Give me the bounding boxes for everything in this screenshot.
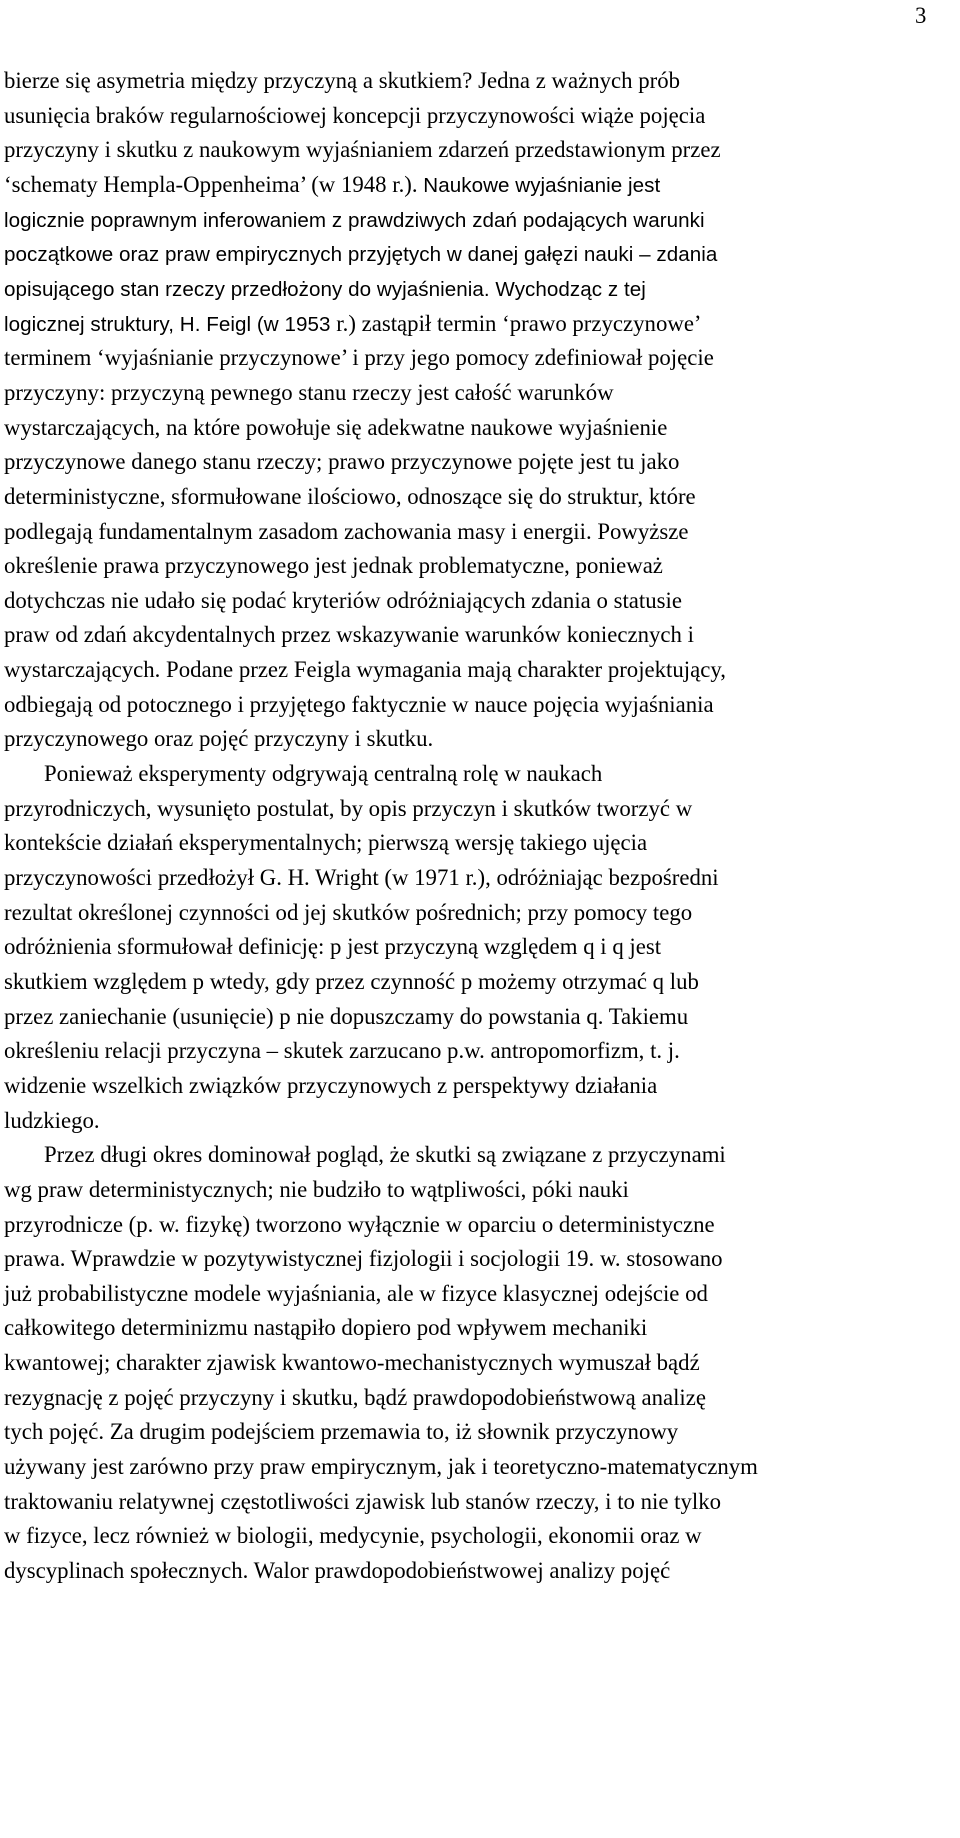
- text-line: [4, 826, 647, 861]
- text-segment: Ponieważ eksperymenty odgrywają centralną rolę w naukach: [44, 761, 603, 786]
- text-segment: dyscyplinach społecznych. Walor prawdopodobieństwowej analizy pojęć: [4, 1558, 671, 1583]
- text-segment: przyczynowe danego stanu rzeczy; prawo przyczynowe pojęte jest tu jako: [4, 449, 680, 475]
- text-line: [4, 64, 680, 99]
- text-line: [4, 1311, 647, 1346]
- text-segment: przyczynowego oraz pojęć przyczyny i skutku.: [4, 726, 434, 752]
- text-segment: przyrodnicze (p. w. fizykę) tworzono wyłącznie w oparciu o deterministyczne: [4, 1211, 715, 1237]
- page-number: 3: [915, 3, 927, 28]
- text-line: [4, 653, 726, 688]
- text-segment: w fizyce, lecz również w biologii, medycynie, psychologii, ekonomii oraz w: [4, 1523, 702, 1549]
- text-segment: logicznej struktury, H. Feigl (w 1953: [4, 312, 337, 336]
- text-line: [4, 896, 692, 931]
- text-line: [44, 1138, 726, 1173]
- text-segment: używany jest zarówno przy praw empirycznym, jak i teoretyczno-matematycznym: [4, 1454, 758, 1479]
- text-line: [4, 203, 705, 239]
- text-segment: określenie prawa przyczynowego jest jednak problematyczne, ponieważ: [4, 553, 663, 579]
- text-line: [4, 930, 661, 965]
- text-segment: przyczyny i skutku z naukowym wyjaśnianiem zdarzeń przedstawionym przez: [4, 137, 721, 163]
- text-line: [4, 237, 717, 273]
- text-line: [4, 549, 663, 584]
- text-line: [4, 722, 433, 757]
- text-segment: przyczynowości przedłożył G. H. Wright (w 1971 r.), odróżniając bezpośredni: [4, 864, 719, 890]
- text-line: [4, 1415, 678, 1450]
- text-segment: już probabilistyczne modele wyjaśniania, ale w fizyce klasycznej odejście od: [4, 1280, 708, 1306]
- text-segment: odróżnienia sformułował definicję: p jest przyczyną względem q i q jest: [4, 934, 662, 960]
- text-segment: odbiegają od potocznego i przyjętego faktycznie w nauce pojęcia wyjaśniania: [4, 691, 714, 717]
- text-line: [4, 445, 679, 480]
- text-line: [4, 1242, 723, 1277]
- text-line: [4, 272, 646, 308]
- text-segment: całkowitego determinizmu nastąpiło dopiero pod wpływem mechaniki: [4, 1315, 648, 1341]
- text-segment: kwantowej; charakter zjawisk kwantowo-mechanistycznych wymuszał bądź: [4, 1350, 700, 1375]
- text-segment: wg praw deterministycznych; nie budziło to wątpliwości, póki nauki: [4, 1176, 629, 1202]
- text-segment: deterministyczne, sformułowane ilościowo, odnoszące się do struktur, które: [4, 483, 696, 509]
- text-line: [4, 1069, 657, 1104]
- text-segment: przez zaniechanie (usunięcie) p nie dopuszczamy do powstania q. Takiemu: [4, 1003, 689, 1029]
- text-segment: terminem ‘wyjaśnianie przyczynowe’ i przy jego pomocy zdefiniował pojęcie: [4, 345, 714, 371]
- text-segment: bierze się asymetria między przyczyną a skutkiem? Jedna z ważnych prób: [4, 68, 681, 93]
- text-segment: opisującego stan rzeczy przedłożony do wyjaśnienia. Wychodząc z tej: [4, 277, 646, 301]
- text-segment: logicznie poprawnym inferowaniem z prawdziwych zdań podających warunki: [4, 208, 705, 232]
- text-line: [4, 688, 714, 723]
- text-segment: podlegają fundamentalnym zasadom zachowania masy i energii. Powyższe: [4, 518, 689, 544]
- text-segment: dotychczas nie udało się podać kryteriów odróżniających zdania o statusie: [4, 587, 682, 613]
- text-segment: ‘schematy Hempla-Oppenheima’ (w 1948 r.).: [4, 171, 424, 197]
- text-line: [4, 480, 696, 515]
- text-line: [4, 515, 689, 550]
- text-line: [44, 757, 602, 792]
- text-segment: wystarczających. Podane przez Feigla wymagania mają charakter projektujący,: [4, 657, 726, 682]
- text-line: [4, 307, 702, 343]
- text-line: [4, 1034, 680, 1069]
- text-line: [4, 584, 682, 619]
- text-line: [4, 1381, 706, 1416]
- text-segment: rezygnację z pojęć przyczyny i skutku, bądź prawdopodobieństwową analizę: [4, 1384, 706, 1410]
- text-line: [4, 411, 667, 446]
- text-line: [4, 1104, 100, 1139]
- text-line: [4, 1277, 708, 1312]
- text-segment: wystarczających, na które powołuje się adekwatne naukowe wyjaśnienie: [4, 414, 668, 440]
- text-segment: kontekście działań eksperymentalnych; pierwszą wersję takiego ujęcia: [4, 830, 648, 856]
- text-line: [4, 861, 719, 896]
- text-line: [4, 792, 692, 827]
- text-segment: Przez długi okres dominował pogląd, że skutki są związane z przyczynami: [44, 1142, 726, 1168]
- text-segment: prawa. Wprawdzie w pozytywistycznej fizjologii i socjologii 19. w. stosowano: [4, 1246, 723, 1272]
- text-line: [4, 1554, 670, 1589]
- text-segment: r.) zastąpił termin ‘prawo przyczynowe’: [336, 310, 702, 336]
- text-segment: początkowe oraz praw empirycznych przyjętych w danej gałęzi nauki – zdania: [4, 243, 718, 267]
- text-segment: praw od zdań akcydentalnych przez wskazywanie warunków koniecznych i: [4, 622, 694, 648]
- text-segment: tych pojęć. Za drugim podejściem przemawia to, iż słownik przyczynowy: [4, 1419, 679, 1445]
- text-line: [4, 618, 694, 653]
- text-line: [4, 965, 699, 1000]
- text-segment: usunięcia braków regularnościowej koncepcji przyczynowości wiąże pojęcia: [4, 102, 706, 128]
- text-line: [4, 1000, 688, 1035]
- text-line: [4, 1519, 702, 1554]
- text-segment: ludzkiego.: [4, 1107, 100, 1133]
- text-line: [4, 133, 721, 168]
- text-line: [4, 168, 660, 204]
- text-line: [4, 1208, 715, 1243]
- text-line: [4, 376, 614, 411]
- text-segment: traktowaniu relatywnej częstotliwości zjawisk lub stanów rzeczy, i to nie tylko: [4, 1488, 722, 1514]
- text-segment: przyrodniczych, wysunięto postulat, by opis przyczyn i skutków tworzyć w: [4, 795, 693, 821]
- text-segment: widzenie wszelkich związków przyczynowych z perspektywy działania: [4, 1072, 658, 1098]
- text-line: [4, 99, 705, 134]
- text-line: [4, 1173, 629, 1208]
- text-line: [4, 341, 714, 376]
- text-segment: Naukowe wyjaśnianie jest: [423, 173, 661, 197]
- text-line: [4, 1346, 700, 1381]
- text-segment: przyczyny: przyczyną pewnego stanu rzeczy jest całość warunków: [4, 379, 614, 405]
- text-line: [4, 1450, 758, 1485]
- text-segment: skutkiem względem p wtedy, gdy przez czynność p możemy otrzymać q lub: [4, 968, 699, 994]
- text-segment: określeniu relacji przyczyna – skutek zarzucano p.w. antropomorfizm, t. j.: [4, 1038, 680, 1064]
- text-segment: rezultat określonej czynności od jej skutków pośrednich; przy pomocy tego: [4, 899, 693, 925]
- text-line: [4, 1485, 721, 1520]
